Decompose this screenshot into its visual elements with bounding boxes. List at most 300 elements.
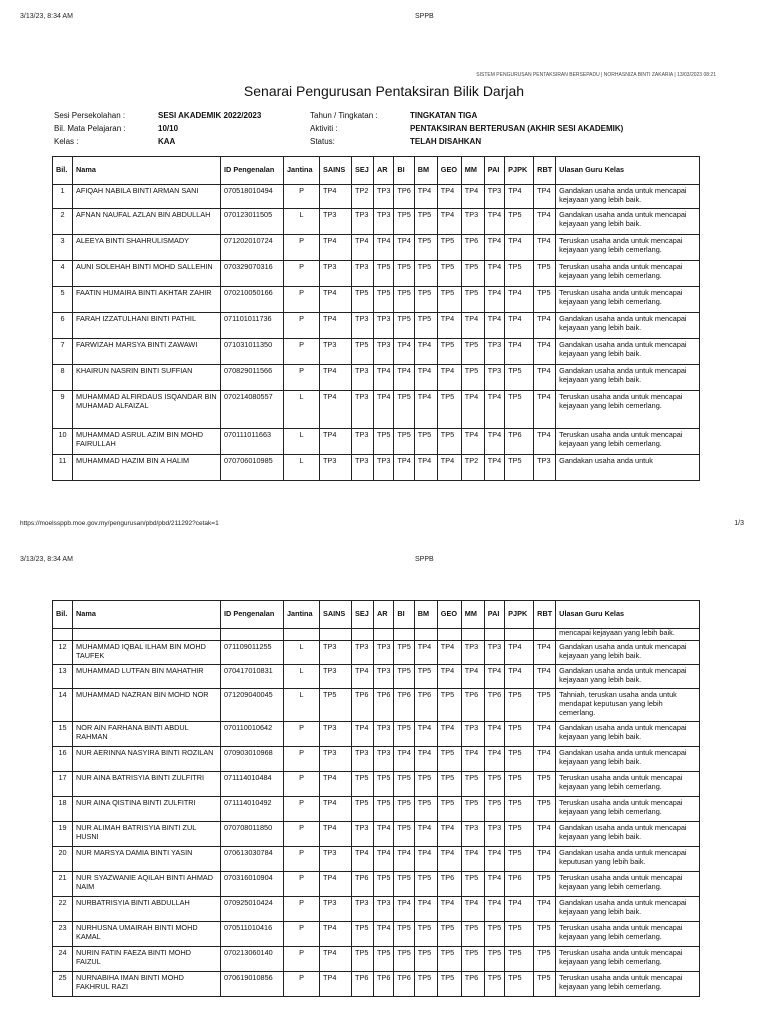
cell-bil: 24: [53, 947, 73, 972]
cell-bm: TP4: [414, 365, 437, 391]
cell-jantina: P: [284, 747, 320, 772]
cell-bm: TP4: [414, 185, 437, 209]
cell-bi: TP5: [394, 313, 414, 339]
cell-mm: TP3: [461, 722, 484, 747]
cell-bm: TP5: [414, 772, 437, 797]
cell-sains: TP3: [320, 897, 352, 922]
cell-rbt: TP4: [534, 209, 556, 235]
cell-geo: TP5: [437, 391, 461, 429]
cell-ar: TP3: [374, 339, 394, 365]
cell-jantina: L: [284, 455, 320, 481]
cell-nama: FARAH IZZATULHANI BINTI PATHIL: [73, 313, 221, 339]
cell-bm: TP5: [414, 922, 437, 947]
print-app-name-page2: SPPB: [415, 556, 434, 563]
table-row: [53, 689, 700, 722]
page-break: [52, 484, 717, 524]
cell-bm: TP5: [414, 665, 437, 689]
cell-bm: TP5: [414, 797, 437, 822]
cell-bm: TP5: [414, 209, 437, 235]
cell-geo: TP4: [437, 665, 461, 689]
cell-pai: TP5: [484, 922, 504, 947]
cell-bil: 2: [53, 209, 73, 235]
cell-pai: TP4: [484, 313, 504, 339]
cell-sains: TP3: [320, 722, 352, 747]
table-row: [53, 922, 700, 947]
cell-sains: TP5: [320, 689, 352, 722]
cell-pai: TP5: [484, 972, 504, 997]
cell-ulasan: Teruskan usaha anda untuk mencapai kejayaan yang lebih cemerlang.: [556, 391, 700, 429]
cell-bm: TP5: [414, 287, 437, 313]
table-row: [53, 429, 700, 455]
col-header-bm: BM: [414, 601, 437, 629]
cell-id: 070329070316: [221, 261, 284, 287]
cell-pai: TP4: [484, 665, 504, 689]
cell-bi: TP4: [394, 365, 414, 391]
cell-sains: TP3: [320, 641, 352, 665]
cell-geo: TP4: [437, 455, 461, 481]
cell-sains: TP4: [320, 972, 352, 997]
cell-sej: TP5: [352, 922, 374, 947]
cell-id: 070903010968: [221, 747, 284, 772]
cell-mm: TP5: [461, 365, 484, 391]
cell-geo: TP5: [437, 797, 461, 822]
cell-ar: TP3: [374, 209, 394, 235]
table-row: [53, 972, 700, 997]
col-header-rbt: RBT: [534, 157, 556, 185]
cell-pai: TP3: [484, 185, 504, 209]
cell-sej: TP5: [352, 947, 374, 972]
cell-sej: TP3: [352, 897, 374, 922]
cell-bi: TP4: [394, 847, 414, 872]
cell-rbt: TP5: [534, 797, 556, 822]
cell-jantina: P: [284, 797, 320, 822]
cell-geo: TP5: [437, 235, 461, 261]
cell-bil: 14: [53, 689, 73, 722]
cell-nama: NURHUSNA UMAIRAH BINTI MOHD KAMAL: [73, 922, 221, 947]
cell-bil: 1: [53, 185, 73, 209]
cell-bm: TP5: [414, 235, 437, 261]
meta-status-value: TELAH DISAHKAN: [410, 137, 482, 146]
cell-rbt: TP4: [534, 365, 556, 391]
cell-bil: 20: [53, 847, 73, 872]
cell-nama: MUHAMMAD ALFIRDAUS ISQANDAR BIN MUHAMAD ALFAIZAL: [73, 391, 221, 429]
cell-id: 070708011850: [221, 822, 284, 847]
col-header-sains: SAINS: [320, 157, 352, 185]
cell-bil: 21: [53, 872, 73, 897]
cell-jantina: P: [284, 897, 320, 922]
col-header-ulasan: Ulasan Guru Kelas: [556, 157, 700, 185]
table-row: [53, 455, 700, 481]
cell-ar: TP5: [374, 797, 394, 822]
cell-sains: TP4: [320, 391, 352, 429]
cell-geo: TP4: [437, 722, 461, 747]
cell-pjpk: TP6: [505, 429, 534, 455]
cell-mm: TP3: [461, 641, 484, 665]
print-datetime: 3/13/23, 8:34 AM: [20, 13, 73, 20]
cell-ar: TP3: [374, 641, 394, 665]
cell-id: 071114010492: [221, 797, 284, 822]
cell-sains: TP4: [320, 872, 352, 897]
cell-rbt: TP4: [534, 391, 556, 429]
cell-pai: TP4: [484, 209, 504, 235]
col-header-geo: GEO: [437, 601, 461, 629]
cell-nama: AUNI SOLEHAH BINTI MOHD SALLEHIN: [73, 261, 221, 287]
cell-ulasan: Teruskan usaha anda untuk mencapai kejayaan yang lebih cemerlang.: [556, 261, 700, 287]
cell-geo: TP4: [437, 897, 461, 922]
cell-bi: TP5: [394, 947, 414, 972]
col-header-mm: MM: [461, 601, 484, 629]
cell-mm: TP5: [461, 872, 484, 897]
table-row: [53, 665, 700, 689]
cell-rbt: TP4: [534, 897, 556, 922]
cell-nama: NUR ALIMAH BATRISYIA BINTI ZUL HUSNI: [73, 822, 221, 847]
meta-kelas-value: KAA: [158, 137, 176, 146]
meta-bil-value: 10/10: [158, 124, 179, 133]
col-header-bil: Bil.: [53, 157, 73, 185]
cell-pjpk: TP4: [505, 313, 534, 339]
cell-id: 070613030784: [221, 847, 284, 872]
col-header-ulasan: Ulasan Guru Kelas: [556, 601, 700, 629]
cell-rbt: TP4: [534, 747, 556, 772]
cell-pjpk: TP4: [505, 641, 534, 665]
table-row: [53, 872, 700, 897]
cell-jantina: L: [284, 391, 320, 429]
cell-rbt: TP3: [534, 455, 556, 481]
table-row: [53, 797, 700, 822]
cell-geo: TP5: [437, 429, 461, 455]
cell-sej: TP2: [352, 185, 374, 209]
cell-bil: 4: [53, 261, 73, 287]
cell-pjpk: TP5: [505, 947, 534, 972]
cell-id: 071209040045: [221, 689, 284, 722]
cell-ar: TP3: [374, 313, 394, 339]
print-app-name: SPPB: [415, 13, 434, 20]
cell-pai: TP4: [484, 261, 504, 287]
system-stamp: SISTEM PENGURUSAN PENTAKSIRAN BERSEPADU | NORHASNIZA BINTI ZAKARIA | 13/03/2023 08:21: [476, 72, 716, 78]
cell-pjpk: TP5: [505, 797, 534, 822]
cell-bi: TP5: [394, 641, 414, 665]
cell-jantina: L: [284, 689, 320, 722]
cell-ulasan: Gandakan usaha anda untuk mencapai kejayaan yang lebih baik.: [556, 209, 700, 235]
table-row: [53, 822, 700, 847]
meta-aktiviti-value: PENTAKSIRAN BERTERUSAN (AKHIR SESI AKADEMIK): [410, 124, 624, 133]
cell-ulasan: Tahniah, teruskan usaha anda untuk mendapat keputusan yang lebih cemerlang.: [556, 689, 700, 722]
cell-ar: TP5: [374, 287, 394, 313]
cell-sains: TP3: [320, 209, 352, 235]
cell-sains: TP4: [320, 822, 352, 847]
cell-sej: TP3: [352, 747, 374, 772]
meta-tahun-label: Tahun / Tingkatan :: [310, 111, 378, 120]
cell-id: 070210050166: [221, 287, 284, 313]
cell-pjpk: TP5: [505, 972, 534, 997]
cell-pjpk: TP4: [505, 897, 534, 922]
cell-pai: TP4: [484, 847, 504, 872]
cell-bi: TP4: [394, 339, 414, 365]
cell-bi: TP5: [394, 772, 414, 797]
cell-geo: TP4: [437, 313, 461, 339]
cell-ar: TP6: [374, 972, 394, 997]
cell-bi: TP5: [394, 872, 414, 897]
col-header-rbt: RBT: [534, 601, 556, 629]
cell-bil: 23: [53, 922, 73, 947]
table-row: [53, 772, 700, 797]
cell-bm: TP4: [414, 391, 437, 429]
cell-ar: TP3: [374, 455, 394, 481]
cell-ar: TP4: [374, 847, 394, 872]
cell-bil: 25: [53, 972, 73, 997]
cell-bil: 6: [53, 313, 73, 339]
cell-bm: TP4: [414, 641, 437, 665]
cell-pjpk: TP4: [505, 287, 534, 313]
cell-nama: NUR SYAZWANIE AQILAH BINTI AHMAD NAIM: [73, 872, 221, 897]
cell-bi: TP5: [394, 287, 414, 313]
cell-rbt: TP5: [534, 872, 556, 897]
cell-pai: TP4: [484, 235, 504, 261]
cell-pai: TP3: [484, 365, 504, 391]
cell-bi: TP6: [394, 972, 414, 997]
cell-ulasan: Gandakan usaha anda untuk mencapai kejayaan yang lebih baik.: [556, 365, 700, 391]
cell-sains: TP4: [320, 429, 352, 455]
cell-rbt: TP4: [534, 313, 556, 339]
cell-sej: TP4: [352, 235, 374, 261]
cell-nama: NURBATRISYIA BINTI ABDULLAH: [73, 897, 221, 922]
cell-id: 070829011566: [221, 365, 284, 391]
cell-rbt: TP5: [534, 287, 556, 313]
table-row: [53, 391, 700, 429]
table-row-continued: [53, 629, 700, 641]
cell-sains: TP3: [320, 455, 352, 481]
table-row: [53, 339, 700, 365]
cell-id: 070214080557: [221, 391, 284, 429]
cell-jantina: P: [284, 313, 320, 339]
cell-ulasan: Gandakan usaha anda untuk mencapai kejayaan yang lebih baik.: [556, 722, 700, 747]
cell-jantina: L: [284, 429, 320, 455]
cell-mm: TP5: [461, 797, 484, 822]
col-header-nama: Nama: [73, 157, 221, 185]
table-row: [53, 365, 700, 391]
cell-rbt: TP5: [534, 922, 556, 947]
cell-ulasan: Gandakan usaha anda untuk mencapai kejayaan yang lebih baik.: [556, 665, 700, 689]
cell-ar: TP3: [374, 747, 394, 772]
cell-sains: TP3: [320, 261, 352, 287]
cell-ulasan-continued: mencapai kejayaan yang lebih baik.: [556, 629, 700, 641]
cell-geo: TP6: [437, 872, 461, 897]
table-row: [53, 747, 700, 772]
cell-nama: FAATIN HUMAIRA BINTI AKHTAR ZAHIR: [73, 287, 221, 313]
cell-ulasan: Gandakan usaha anda untuk mencapai kejayaan yang lebih baik.: [556, 822, 700, 847]
cell-id: 070706010985: [221, 455, 284, 481]
cell-rbt: TP4: [534, 665, 556, 689]
cell-sains: TP4: [320, 235, 352, 261]
cell-ulasan: Gandakan usaha anda untuk mencapai kejayaan yang lebih baik.: [556, 897, 700, 922]
cell-rbt: TP4: [534, 822, 556, 847]
cell-bm: TP5: [414, 947, 437, 972]
cell-pai: TP5: [484, 772, 504, 797]
cell-pjpk: TP5: [505, 772, 534, 797]
cell-sains: TP4: [320, 772, 352, 797]
cell-pjpk: TP4: [505, 339, 534, 365]
cell-nama: MUHAMMAD ASRUL AZIM BIN MOHD FAIRULLAH: [73, 429, 221, 455]
cell-jantina: P: [284, 722, 320, 747]
col-header-bil: Bil.: [53, 601, 73, 629]
cell-id: 070417010831: [221, 665, 284, 689]
cell-pjpk: TP5: [505, 455, 534, 481]
print-url: https://moelssppb.moe.gov.my/pengurusan/pbd/pbd/211292?cetak=1: [20, 520, 219, 527]
cell-mm: TP4: [461, 847, 484, 872]
cell-id: 070518010494: [221, 185, 284, 209]
cell-sej: TP3: [352, 313, 374, 339]
cell-ulasan: Gandakan usaha anda untuk: [556, 455, 700, 481]
col-header-sej: SEJ: [352, 601, 374, 629]
cell-sains: TP4: [320, 287, 352, 313]
cell-geo: TP4: [437, 365, 461, 391]
cell-bm: TP4: [414, 455, 437, 481]
table-row: [53, 847, 700, 872]
col-header-nama: Nama: [73, 601, 221, 629]
cell-rbt: TP5: [534, 261, 556, 287]
col-header-jantina: Jantina: [284, 157, 320, 185]
cell-pai: TP3: [484, 822, 504, 847]
cell-nama: NUR AINA BATRISYIA BINTI ZULFITRI: [73, 772, 221, 797]
cell-sej: TP4: [352, 722, 374, 747]
cell-pai: TP5: [484, 947, 504, 972]
cell-jantina: P: [284, 822, 320, 847]
col-header-id: ID Pengenalan: [221, 601, 284, 629]
cell-pai: TP4: [484, 897, 504, 922]
cell-mm: TP2: [461, 455, 484, 481]
cell-bil: 18: [53, 797, 73, 822]
cell-mm: TP4: [461, 747, 484, 772]
cell-geo: TP5: [437, 339, 461, 365]
cell-bi: TP5: [394, 922, 414, 947]
col-header-pai: PAI: [484, 601, 504, 629]
cell-geo: TP4: [437, 185, 461, 209]
cell-id: 070213060140: [221, 947, 284, 972]
cell-pjpk: TP5: [505, 689, 534, 722]
col-header-bi: BI: [394, 601, 414, 629]
cell-geo: TP5: [437, 747, 461, 772]
cell-bil: 7: [53, 339, 73, 365]
cell-jantina: P: [284, 365, 320, 391]
cell-bi: TP5: [394, 797, 414, 822]
cell-id: 070925010424: [221, 897, 284, 922]
cell-ar: TP5: [374, 261, 394, 287]
cell-bm: TP4: [414, 722, 437, 747]
cell-jantina: P: [284, 287, 320, 313]
cell-bil: 19: [53, 822, 73, 847]
cell-bil: 9: [53, 391, 73, 429]
cell-bi: TP5: [394, 822, 414, 847]
cell-jantina: P: [284, 772, 320, 797]
cell-sej: TP3: [352, 455, 374, 481]
cell-bi: TP5: [394, 665, 414, 689]
cell-bi: TP5: [394, 261, 414, 287]
cell-rbt: TP5: [534, 689, 556, 722]
cell-geo: TP5: [437, 922, 461, 947]
cell-nama: NUR MARSYA DAMIA BINTI YASIN: [73, 847, 221, 872]
cell-pjpk: TP5: [505, 209, 534, 235]
col-header-ar: AR: [374, 157, 394, 185]
cell-pai: TP4: [484, 455, 504, 481]
cell-sains: TP3: [320, 747, 352, 772]
cell-nama: MUHAMMAD LUTFAN BIN MAHATHIR: [73, 665, 221, 689]
cell-bm: TP5: [414, 313, 437, 339]
cell-mm: TP4: [461, 185, 484, 209]
cell-id: 070110010642: [221, 722, 284, 747]
cell-ar: TP3: [374, 897, 394, 922]
cell-id: 070511010416: [221, 922, 284, 947]
cell-bil: 16: [53, 747, 73, 772]
cell-rbt: TP4: [534, 847, 556, 872]
cell-id: 071202010724: [221, 235, 284, 261]
cell-geo: TP5: [437, 287, 461, 313]
table-row: [53, 287, 700, 313]
cell-ar: TP4: [374, 922, 394, 947]
cell-bil: 15: [53, 722, 73, 747]
col-header-jantina: Jantina: [284, 601, 320, 629]
meta-bil-label: Bil. Mata Pelajaran :: [54, 124, 126, 133]
cell-nama: ALEEYA BINTI SHAHRULISMADY: [73, 235, 221, 261]
cell-bil: 13: [53, 665, 73, 689]
cell-sej: TP5: [352, 772, 374, 797]
cell-geo: TP5: [437, 947, 461, 972]
cell-sej: TP5: [352, 339, 374, 365]
cell-sains: TP4: [320, 797, 352, 822]
cell-pai: TP4: [484, 391, 504, 429]
cell-jantina: P: [284, 185, 320, 209]
table-row: [53, 313, 700, 339]
cell-id: 071101011736: [221, 313, 284, 339]
meta-status-label: Status:: [310, 137, 335, 146]
cell-jantina: P: [284, 235, 320, 261]
cell-ulasan: Gandakan usaha anda untuk mencapai kejayaan yang lebih baik.: [556, 747, 700, 772]
cell-id: 071109011255: [221, 641, 284, 665]
cell-pjpk: TP4: [505, 185, 534, 209]
cell-sains: TP3: [320, 847, 352, 872]
cell-ar: TP3: [374, 185, 394, 209]
cell-geo: TP4: [437, 847, 461, 872]
cell-nama: NOR AIN FARHANA BINTI ABDUL RAHMAN: [73, 722, 221, 747]
cell-bm: TP4: [414, 897, 437, 922]
page-title: Senarai Pengurusan Pentaksiran Bilik Darjah: [243, 83, 525, 99]
cell-bi: TP5: [394, 722, 414, 747]
assessment-table-page1: [52, 156, 700, 481]
cell-nama: AFIQAH NABILA BINTI ARMAN SANI: [73, 185, 221, 209]
cell-sej: TP3: [352, 391, 374, 429]
cell-nama: MUHAMMAD IQBAL ILHAM BIN MOHD TAUFEK: [73, 641, 221, 665]
col-header-sains: SAINS: [320, 601, 352, 629]
cell-ulasan: Teruskan usaha anda untuk mencapai kejayaan yang lebih cemerlang.: [556, 287, 700, 313]
cell-ar: TP4: [374, 391, 394, 429]
cell-rbt: TP4: [534, 429, 556, 455]
cell-id: 070619010856: [221, 972, 284, 997]
cell-mm: TP5: [461, 947, 484, 972]
cell-bi: TP5: [394, 209, 414, 235]
cell-ulasan: Teruskan usaha anda untuk mencapai kejayaan yang lebih cemerlang.: [556, 235, 700, 261]
cell-ar: TP5: [374, 947, 394, 972]
cell-ulasan: Teruskan usaha anda untuk mencapai kejayaan yang lebih cemerlang.: [556, 972, 700, 997]
cell-bm: TP4: [414, 822, 437, 847]
cell-pjpk: TP6: [505, 872, 534, 897]
cell-pjpk: TP5: [505, 722, 534, 747]
cell-pjpk: TP5: [505, 261, 534, 287]
meta-tahun-value: TINGKATAN TIGA: [410, 111, 478, 120]
cell-bil: 11: [53, 455, 73, 481]
cell-bm: TP5: [414, 972, 437, 997]
cell-pai: TP3: [484, 339, 504, 365]
cell-bil: 12: [53, 641, 73, 665]
cell-ulasan: Teruskan usaha anda untuk mencapai kejayaan yang lebih cemerlang.: [556, 429, 700, 455]
